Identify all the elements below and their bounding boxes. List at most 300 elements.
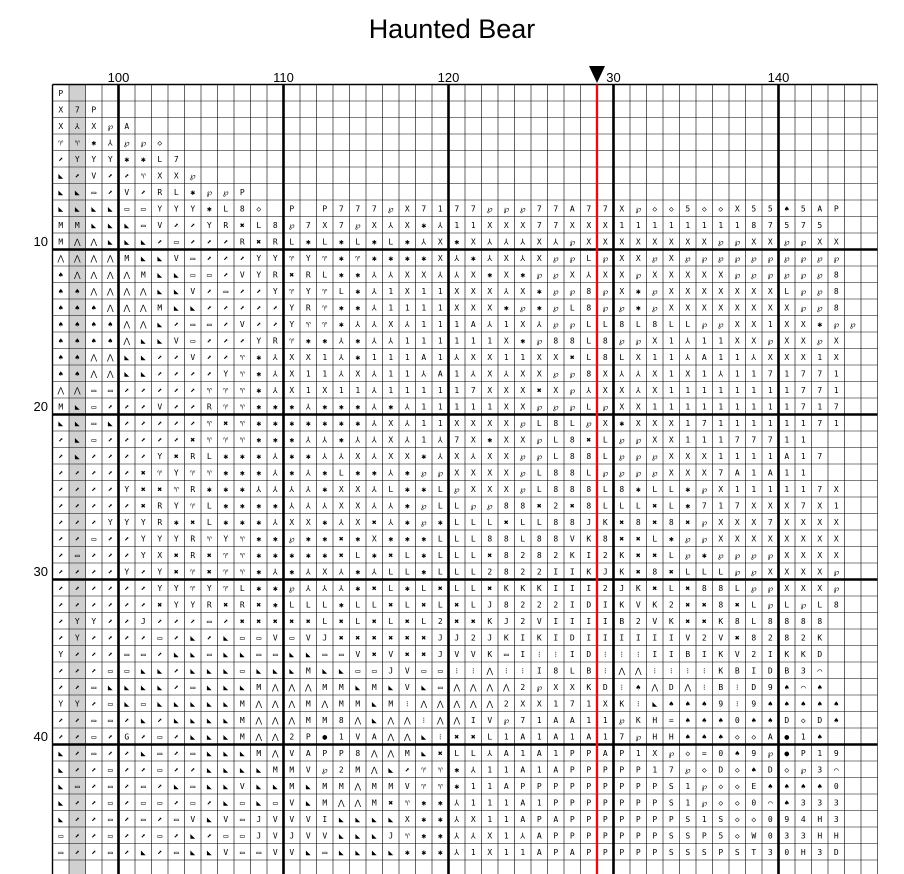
- pattern-symbol: 1: [800, 435, 806, 445]
- pattern-symbol: ⬈: [140, 402, 146, 412]
- pattern-symbol: ⬈: [190, 616, 196, 626]
- pattern-symbol: L: [619, 501, 625, 511]
- pattern-symbol: ✖: [404, 633, 410, 643]
- pattern-symbol: ◇: [718, 781, 724, 791]
- pattern-symbol: 8: [503, 501, 509, 511]
- pattern-symbol: ⌒: [817, 666, 823, 676]
- pattern-symbol: ✱: [404, 501, 410, 511]
- pattern-symbol: ℘: [503, 204, 510, 214]
- pattern-symbol: ⅄: [322, 501, 328, 511]
- pattern-symbol: ▭: [91, 732, 97, 742]
- pattern-symbol: 2: [437, 616, 443, 626]
- pattern-symbol: ⋀: [651, 682, 659, 692]
- pattern-symbol: A: [536, 748, 542, 758]
- pattern-symbol: V: [487, 715, 493, 725]
- pattern-symbol: 1: [586, 699, 592, 709]
- pattern-symbol: P: [800, 748, 806, 758]
- pattern-symbol: ⬈: [272, 319, 278, 329]
- pattern-symbol: ⬈: [91, 765, 97, 775]
- pattern-symbol: X: [569, 220, 575, 230]
- pattern-symbol: Y: [58, 699, 64, 709]
- pattern-symbol: X: [652, 270, 658, 280]
- pattern-symbol: ▭: [173, 814, 179, 824]
- pattern-symbol: R: [206, 402, 212, 412]
- pattern-symbol: X: [454, 451, 460, 461]
- pattern-symbol: 7: [454, 435, 460, 445]
- pattern-symbol: ✖: [701, 616, 707, 626]
- pattern-symbol: 1: [536, 732, 542, 742]
- pattern-symbol: ⬈: [58, 534, 64, 544]
- pattern-symbol: ⅄: [371, 402, 377, 412]
- pattern-symbol: Y: [157, 204, 163, 214]
- pattern-symbol: 1: [734, 418, 740, 428]
- pattern-symbol: ⬈: [124, 847, 130, 857]
- pattern-symbol: ⅄: [305, 468, 311, 478]
- pattern-symbol: ♠: [701, 715, 707, 725]
- pattern-symbol: L: [668, 319, 674, 329]
- pattern-symbol: ⬈: [58, 583, 64, 593]
- pattern-symbol: 1: [635, 220, 641, 230]
- pattern-symbol: ⬈: [107, 501, 113, 511]
- pattern-symbol: ▭: [190, 270, 196, 280]
- pattern-symbol: ▭: [91, 187, 97, 197]
- pattern-symbol: ℘: [734, 567, 741, 577]
- pattern-symbol: M: [289, 781, 295, 791]
- pattern-symbol: ✱: [355, 567, 361, 577]
- pattern-symbol: B: [718, 682, 724, 692]
- pattern-symbol: 7: [800, 369, 806, 379]
- pattern-symbol: ▭: [140, 204, 146, 214]
- pattern-symbol: ℘: [816, 303, 823, 313]
- pattern-symbol: 8: [553, 468, 559, 478]
- pattern-symbol: ◣: [124, 220, 130, 230]
- pattern-symbol: ▭: [157, 798, 163, 808]
- pattern-symbol: ℘: [833, 567, 840, 577]
- pattern-symbol: L: [454, 534, 460, 544]
- pattern-symbol: ⅄: [619, 369, 625, 379]
- pattern-symbol: X: [800, 534, 806, 544]
- pattern-symbol: ℘: [519, 468, 526, 478]
- pattern-symbol: X: [817, 237, 823, 247]
- pattern-symbol: ⬈: [223, 336, 229, 346]
- pattern-symbol: 1: [751, 451, 757, 461]
- pattern-symbol: ✱: [355, 352, 361, 362]
- pattern-symbol: Y: [140, 517, 146, 527]
- pattern-symbol: ◣: [206, 847, 212, 857]
- pattern-symbol: ⋀: [486, 666, 494, 676]
- pattern-symbol: X: [437, 237, 443, 247]
- pattern-symbol: ♈: [206, 435, 212, 445]
- pattern-symbol: ⬈: [157, 649, 163, 659]
- pattern-symbol: ⬈: [190, 765, 196, 775]
- pattern-symbol: ▭: [272, 649, 278, 659]
- pattern-symbol: K: [487, 649, 493, 659]
- pattern-symbol: ◣: [239, 765, 245, 775]
- pattern-symbol: ◣: [173, 649, 179, 659]
- pattern-symbol: ⋀: [90, 237, 98, 247]
- pattern-symbol: ▭: [272, 798, 278, 808]
- pattern-symbol: L: [470, 748, 476, 758]
- pattern-symbol: ℘: [717, 253, 724, 263]
- pattern-symbol: 1: [569, 732, 575, 742]
- pattern-symbol: ▭: [190, 798, 196, 808]
- pattern-symbol: ℘: [536, 435, 543, 445]
- pattern-symbol: ◣: [223, 781, 229, 791]
- pattern-symbol: ▭: [91, 435, 97, 445]
- pattern-symbol: 1: [751, 369, 757, 379]
- pattern-symbol: K: [784, 649, 790, 659]
- pattern-symbol: L: [470, 517, 476, 527]
- pattern-symbol: X: [470, 352, 476, 362]
- pattern-symbol: X: [91, 121, 97, 131]
- pattern-symbol: ⅄: [305, 583, 311, 593]
- pattern-symbol: X: [487, 418, 493, 428]
- pattern-symbol: ♠: [58, 319, 64, 329]
- pattern-symbol: ⅄: [371, 270, 377, 280]
- pattern-symbol: 7: [338, 204, 344, 214]
- pattern-symbol: ◣: [289, 666, 295, 676]
- pattern-symbol: ⬈: [107, 567, 113, 577]
- pattern-symbol: ◣: [256, 666, 262, 676]
- pattern-symbol: ✱: [421, 484, 427, 494]
- pattern-symbol: ✱: [322, 402, 328, 412]
- pattern-symbol: ✖: [173, 550, 179, 560]
- pattern-symbol: K: [602, 517, 608, 527]
- pattern-symbol: X: [652, 435, 658, 445]
- pattern-symbol: 1: [536, 715, 542, 725]
- pattern-symbol: 1: [602, 732, 608, 742]
- pattern-symbol: ℘: [470, 501, 477, 511]
- pattern-symbol: ⬈: [157, 435, 163, 445]
- pattern-symbol: 1: [520, 352, 526, 362]
- pattern-symbol: ✖: [470, 732, 476, 742]
- pattern-symbol: ✱: [437, 798, 443, 808]
- pattern-symbol: ▭: [223, 831, 229, 841]
- pattern-symbol: M: [388, 699, 394, 709]
- pattern-symbol: ♠: [718, 732, 724, 742]
- pattern-symbol: 1: [718, 220, 724, 230]
- pattern-symbol: P: [569, 814, 575, 824]
- pattern-symbol: ◣: [74, 402, 80, 412]
- pattern-symbol: ⅄: [107, 138, 113, 148]
- pattern-symbol: ⬈: [256, 286, 262, 296]
- pattern-symbol: 1: [800, 451, 806, 461]
- pattern-symbol: 8: [520, 501, 526, 511]
- pattern-symbol: ⬈: [206, 798, 212, 808]
- pattern-symbol: ◣: [58, 171, 64, 181]
- pattern-symbol: ▭: [223, 286, 229, 296]
- pattern-symbol: 8: [355, 748, 361, 758]
- pattern-symbol: ✖: [536, 501, 542, 511]
- pattern-symbol: X: [454, 468, 460, 478]
- pattern-symbol: ♈: [206, 385, 212, 395]
- pattern-symbol: ▭: [289, 633, 295, 643]
- pattern-symbol: ⋀: [90, 369, 98, 379]
- pattern-symbol: M: [305, 699, 311, 709]
- pattern-symbol: ✖: [388, 600, 394, 610]
- pattern-symbol: V: [272, 633, 278, 643]
- pattern-symbol: ⬈: [173, 616, 179, 626]
- pattern-symbol: X: [718, 286, 724, 296]
- pattern-symbol: 7: [520, 715, 526, 725]
- pattern-symbol: ⋀: [73, 385, 81, 395]
- pattern-symbol: ⬈: [74, 814, 80, 824]
- pattern-symbol: ◣: [421, 732, 427, 742]
- pattern-symbol: 0: [833, 781, 839, 791]
- pattern-symbol: Y: [107, 154, 113, 164]
- pattern-symbol: ⬈: [190, 369, 196, 379]
- pattern-symbol: 1: [767, 319, 773, 329]
- pattern-symbol: ✱: [272, 534, 278, 544]
- pattern-symbol: V: [91, 171, 97, 181]
- pattern-symbol: ♈: [239, 352, 245, 362]
- pattern-symbol: I: [619, 633, 625, 643]
- pattern-symbol: 2: [668, 600, 674, 610]
- pattern-symbol: 1: [734, 484, 740, 494]
- pattern-symbol: ◣: [223, 649, 229, 659]
- pattern-symbol: 7: [421, 204, 427, 214]
- pattern-symbol: ◇: [157, 138, 163, 148]
- pattern-symbol: ⁝: [471, 666, 475, 676]
- pattern-symbol: ◣: [107, 237, 113, 247]
- pattern-symbol: X: [371, 534, 377, 544]
- pattern-symbol: ✱: [404, 253, 410, 263]
- pattern-symbol: V: [305, 633, 311, 643]
- pattern-symbol: ⬈: [140, 765, 146, 775]
- pattern-symbol: ◣: [223, 765, 229, 775]
- pattern-symbol: ◣: [58, 748, 64, 758]
- pattern-symbol: 7: [817, 451, 823, 461]
- pattern-symbol: P: [536, 814, 542, 824]
- pattern-symbol: P: [553, 781, 559, 791]
- pattern-symbol: ◣: [223, 748, 229, 758]
- pattern-symbol: ◣: [206, 765, 212, 775]
- pattern-symbol: ◇: [256, 204, 262, 214]
- pattern-symbol: ✱: [239, 468, 245, 478]
- pattern-symbol: 7: [470, 385, 476, 395]
- pattern-symbol: 9: [833, 748, 839, 758]
- pattern-symbol: A: [124, 121, 130, 131]
- pattern-symbol: ✖: [371, 616, 377, 626]
- pattern-symbol: 1: [421, 418, 427, 428]
- pattern-symbol: ✱: [206, 484, 212, 494]
- pattern-symbol: ♈: [239, 435, 245, 445]
- pattern-symbol: ✱: [404, 468, 410, 478]
- pattern-symbol: 1: [800, 732, 806, 742]
- pattern-symbol: P: [652, 814, 658, 824]
- pattern-symbol: ▭: [157, 831, 163, 841]
- pattern-symbol: Y: [157, 534, 163, 544]
- pattern-symbol: ⅄: [454, 270, 460, 280]
- pattern-symbol: 8: [503, 550, 509, 560]
- pattern-symbol: X: [437, 253, 443, 263]
- pattern-symbol: ⬈: [157, 814, 163, 824]
- pattern-symbol: M: [371, 682, 377, 692]
- pattern-symbol: ⬈: [74, 171, 80, 181]
- pattern-symbol: 1: [734, 451, 740, 461]
- pattern-symbol: ✱: [421, 550, 427, 560]
- pattern-symbol: ℘: [701, 517, 708, 527]
- pattern-symbol: ⋀: [634, 666, 642, 676]
- pattern-symbol: Y: [173, 501, 179, 511]
- pattern-symbol: ⅄: [470, 369, 476, 379]
- pattern-symbol: X: [751, 319, 757, 329]
- pattern-symbol: 8: [553, 534, 559, 544]
- pattern-symbol: ℘: [717, 319, 724, 329]
- pattern-symbol: ✱: [322, 468, 328, 478]
- pattern-symbol: ⋀: [271, 715, 279, 725]
- pattern-symbol: ◣: [124, 352, 130, 362]
- pattern-symbol: ⬈: [206, 831, 212, 841]
- pattern-symbol: X: [404, 270, 410, 280]
- pattern-symbol: ✱: [272, 501, 278, 511]
- pattern-symbol: ⁝: [455, 666, 459, 676]
- pattern-symbol: ♠: [74, 352, 80, 362]
- pattern-symbol: P: [322, 204, 328, 214]
- pattern-symbol: ▭: [124, 204, 130, 214]
- pattern-symbol: 1: [520, 748, 526, 758]
- pattern-symbol: 1: [305, 385, 311, 395]
- pattern-symbol: ✱: [305, 336, 311, 346]
- pattern-symbol: X: [734, 517, 740, 527]
- pattern-symbol: ▭: [107, 666, 113, 676]
- pattern-symbol: 7: [553, 220, 559, 230]
- pattern-symbol: ✱: [355, 534, 361, 544]
- pattern-symbol: ◣: [206, 781, 212, 791]
- column-tick-label: 110: [273, 70, 294, 85]
- pattern-symbol: ✱: [421, 847, 427, 857]
- pattern-symbol: P: [586, 748, 592, 758]
- pattern-symbol: X: [800, 352, 806, 362]
- pattern-symbol: Y: [289, 303, 295, 313]
- pattern-symbol: 7: [602, 204, 608, 214]
- pattern-symbol: P: [619, 798, 625, 808]
- pattern-symbol: ✱: [635, 303, 641, 313]
- pattern-symbol: 7: [800, 220, 806, 230]
- pattern-symbol: ✱: [635, 286, 641, 296]
- pattern-symbol: X: [784, 567, 790, 577]
- pattern-symbol: ⋀: [618, 666, 626, 676]
- pattern-symbol: X: [470, 286, 476, 296]
- pattern-symbol: 2: [767, 633, 773, 643]
- pattern-symbol: ⬈: [140, 633, 146, 643]
- pattern-symbol: L: [437, 534, 443, 544]
- pattern-symbol: X: [817, 517, 823, 527]
- pattern-symbol: ◣: [140, 666, 146, 676]
- pattern-symbol: ⋀: [403, 732, 411, 742]
- pattern-symbol: ℘: [717, 237, 724, 247]
- pattern-symbol: X: [289, 385, 295, 395]
- pattern-symbol: ⬈: [173, 682, 179, 692]
- pattern-symbol: ◣: [223, 633, 229, 643]
- pattern-symbol: ⋀: [90, 270, 98, 280]
- pattern-symbol: L: [652, 534, 658, 544]
- pattern-symbol: ✱: [338, 253, 344, 263]
- pattern-symbol: ⬈: [58, 451, 64, 461]
- pattern-symbol: ⬈: [206, 352, 212, 362]
- pattern-symbol: ⁝: [603, 649, 607, 659]
- pattern-symbol: 5: [685, 204, 691, 214]
- pattern-symbol: ◣: [173, 270, 179, 280]
- pattern-symbol: M: [239, 715, 245, 725]
- pattern-symbol: ✱: [239, 501, 245, 511]
- pattern-symbol: 2: [289, 732, 295, 742]
- pattern-symbol: P: [58, 88, 64, 98]
- pattern-symbol: 1: [652, 220, 658, 230]
- pattern-symbol: ▭: [157, 732, 163, 742]
- pattern-symbol: L: [470, 550, 476, 560]
- pattern-symbol: H: [833, 831, 839, 841]
- pattern-symbol: 1: [685, 385, 691, 395]
- pattern-symbol: ◣: [239, 649, 245, 659]
- pattern-symbol: X: [668, 418, 674, 428]
- pattern-symbol: S: [668, 798, 674, 808]
- pattern-symbol: 1: [404, 369, 410, 379]
- pattern-symbol: 1: [520, 847, 526, 857]
- pattern-symbol: ⋀: [90, 286, 98, 296]
- pattern-symbol: ◣: [289, 649, 295, 659]
- pattern-symbol: 1: [685, 418, 691, 428]
- pattern-symbol: ◣: [173, 303, 179, 313]
- pattern-symbol: A: [569, 715, 575, 725]
- pattern-symbol: ✱: [256, 369, 262, 379]
- pattern-symbol: L: [718, 567, 724, 577]
- pattern-symbol: P: [701, 831, 707, 841]
- pattern-symbol: 1: [437, 336, 443, 346]
- pattern-symbol: ◣: [322, 666, 328, 676]
- pattern-symbol: P: [322, 748, 328, 758]
- pattern-symbol: X: [520, 435, 526, 445]
- pattern-symbol: P: [289, 204, 295, 214]
- pattern-symbol: 5: [800, 204, 806, 214]
- pattern-symbol: ⋀: [106, 369, 114, 379]
- pattern-symbol: ⬈: [140, 418, 146, 428]
- pattern-symbol: 1: [404, 303, 410, 313]
- pattern-symbol: 8: [602, 336, 608, 346]
- pattern-symbol: X: [767, 534, 773, 544]
- pattern-symbol: K: [718, 616, 724, 626]
- pattern-symbol: ✱: [322, 534, 328, 544]
- pattern-symbol: 8: [619, 484, 625, 494]
- pattern-symbol: ✖: [652, 517, 658, 527]
- pattern-symbol: P: [619, 765, 625, 775]
- pattern-symbol: P: [602, 798, 608, 808]
- pattern-symbol: ⅄: [388, 336, 394, 346]
- pattern-symbol: ⬈: [107, 171, 113, 181]
- pattern-symbol: ✖: [454, 732, 460, 742]
- pattern-symbol: ✱: [454, 781, 460, 791]
- pattern-symbol: ⅄: [305, 402, 311, 412]
- pattern-symbol: 8: [833, 600, 839, 610]
- pattern-symbol: 3: [833, 814, 839, 824]
- pattern-symbol: 1: [487, 402, 493, 412]
- pattern-symbol: V: [190, 814, 196, 824]
- pattern-symbol: ✖: [388, 550, 394, 560]
- pattern-symbol: ⅄: [322, 583, 328, 593]
- pattern-symbol: ▭: [58, 831, 64, 841]
- pattern-symbol: ⬈: [157, 715, 163, 725]
- pattern-symbol: P: [586, 831, 592, 841]
- pattern-symbol: K: [635, 583, 641, 593]
- pattern-symbol: ✱: [437, 847, 443, 857]
- pattern-symbol: ✱: [239, 451, 245, 461]
- pattern-symbol: 7: [701, 418, 707, 428]
- pattern-symbol: ✱: [421, 814, 427, 824]
- pattern-symbol: 7: [817, 385, 823, 395]
- pattern-symbol: ♈: [437, 781, 443, 791]
- pattern-symbol: 1: [784, 402, 790, 412]
- pattern-symbol: X: [817, 567, 823, 577]
